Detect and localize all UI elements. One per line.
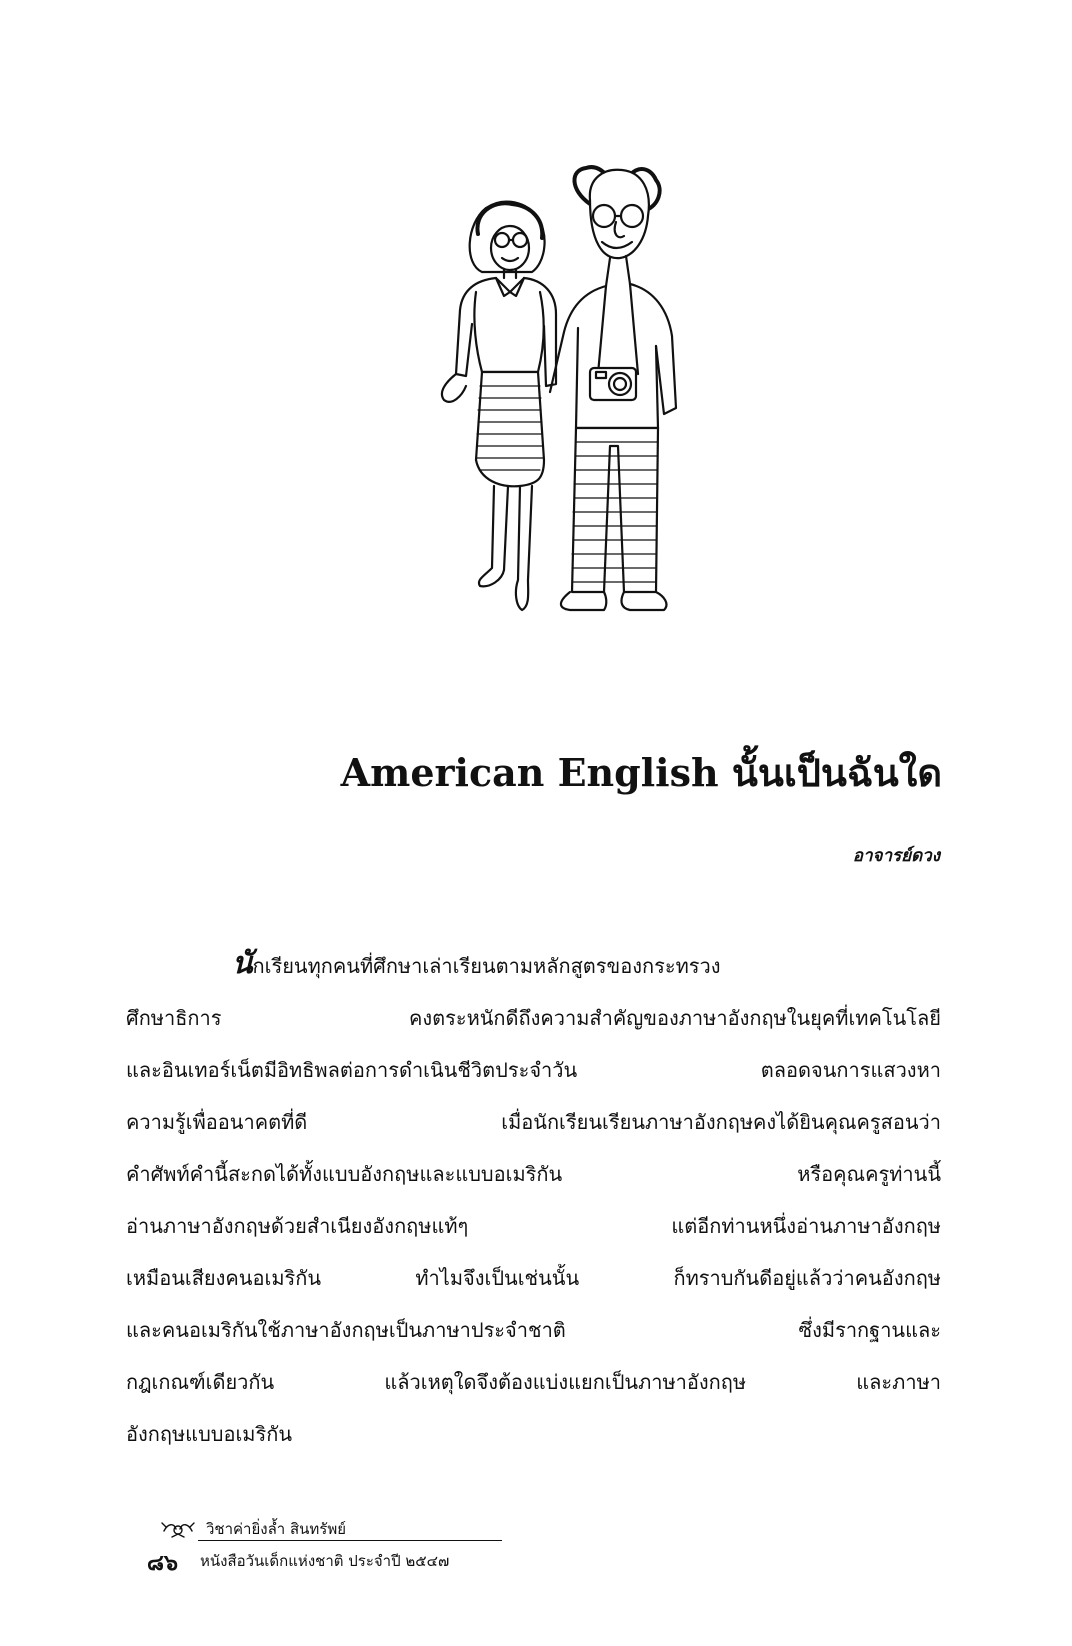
couple-illustration xyxy=(420,160,700,650)
man-figure xyxy=(550,167,676,610)
body-line: และอินเทอร์เน็ตมีอิทธิพลต่อการดำเนินชีวิตประจำวัน ตลอดจนการแสวงหา xyxy=(126,1058,941,1082)
body-line-text: กเรียนทุกคนที่ศึกษาเล่าเรียนตามหลักสูตรของกระทรวง xyxy=(252,954,721,978)
article-body xyxy=(126,938,941,1460)
body-line: ศึกษาธิการ คงตระหนักดีถึงความสำคัญของภาษาอังกฤษในยุคที่เทคโนโลยี xyxy=(126,1006,941,1030)
body-line: อ่านภาษาอังกฤษด้วยสำเนียงอังกฤษแท้ๆ แต่อีกท่านหนึ่งอ่านภาษาอังกฤษ xyxy=(126,1214,941,1238)
article-author: อาจารย์ดวง xyxy=(852,846,940,866)
article-title: American English นั้นเป็นฉันใด xyxy=(340,750,942,795)
body-line: และคนอเมริกันใช้ภาษาอังกฤษเป็นภาษาประจำชาติ ซึ่งมีรากฐานและ xyxy=(126,1318,941,1342)
body-line: เหมือนเสียงคนอเมริกัน ทำไมจึงเป็นเช่นนั้น ก็ทราบกันดีอยู่แล้วว่าคนอังกฤษ xyxy=(126,1266,941,1290)
drop-cap: นั xyxy=(232,946,253,981)
body-line xyxy=(126,938,941,992)
footer-series-text: วิชาค่ายิ่งล้ำ สินทรัพย์ xyxy=(206,1520,347,1538)
body-line: อังกฤษแบบอเมริกัน xyxy=(126,1422,293,1446)
woman-figure xyxy=(442,202,556,610)
body-line: ความรู้เพื่ออนาคตที่ดี เมื่อนักเรียนเรียนภาษาอังกฤษคงได้ยินคุณครูสอนว่า xyxy=(126,1110,941,1134)
footer-divider xyxy=(198,1540,502,1541)
page-number: ๘๖ xyxy=(147,1551,178,1576)
footer-book-title: หนังสือวันเด็กแห่งชาติ ประจำปี ๒๕๔๗ xyxy=(200,1552,450,1570)
footer-series xyxy=(160,1517,346,1541)
series-logo-icon xyxy=(160,1517,196,1541)
body-line: กฎเกณฑ์เดียวกัน แล้วเหตุใดจึงต้องแบ่งแยกเป็นภาษาอังกฤษ และภาษา xyxy=(126,1370,941,1394)
body-line: คำศัพท์คำนี้สะกดได้ทั้งแบบอังกฤษและแบบอเมริกัน หรือคุณครูท่านนี้ xyxy=(126,1162,941,1186)
